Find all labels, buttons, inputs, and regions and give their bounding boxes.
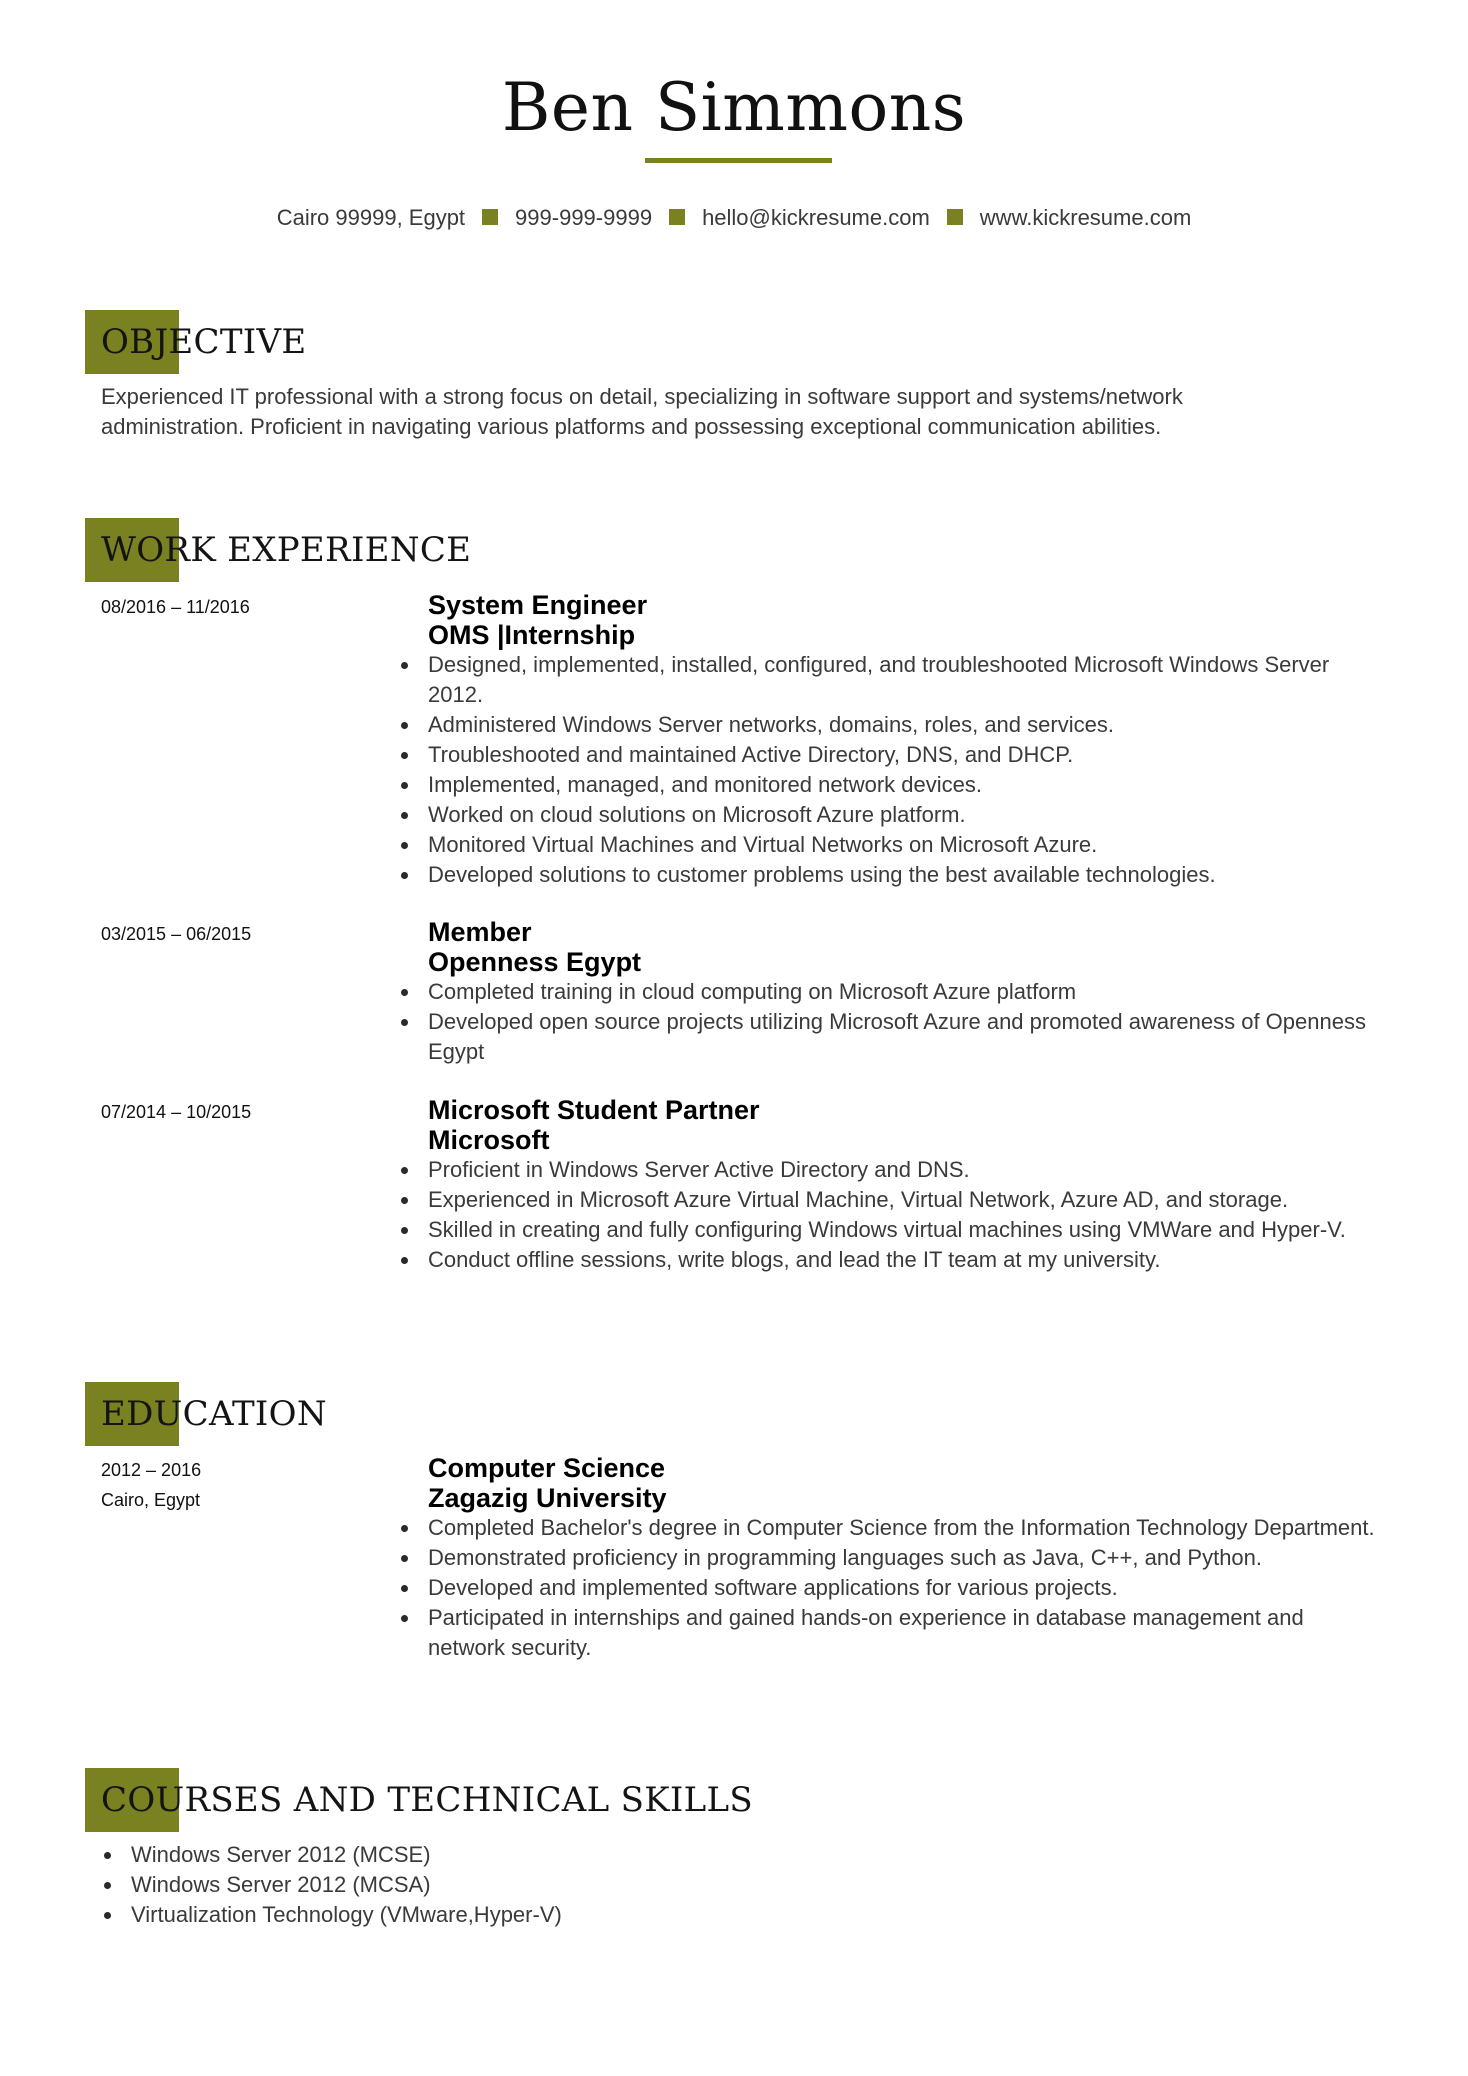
- bullet-dot-icon: [401, 1167, 408, 1174]
- bullet-dot-icon: [401, 872, 408, 879]
- skills-list-container: [131, 1840, 1031, 1930]
- bullet-dot-icon: [401, 1525, 408, 1532]
- list-item: Virtualization Technology (VMware,Hyper-V): [131, 1900, 1031, 1930]
- bullet-dot-icon: [104, 1912, 111, 1919]
- entry-bullet-list: [428, 977, 1378, 1067]
- entry-date: 03/2015 – 06/2015: [101, 924, 252, 944]
- list-item: Windows Server 2012 (MCSA): [131, 1870, 1031, 1900]
- list-item: Proficient in Windows Server Active Directory and DNS.: [428, 1155, 1378, 1185]
- contact-separator-square: [947, 209, 963, 225]
- section-title: EDUCATION: [101, 1394, 327, 1434]
- bullet-dot-icon: [401, 1227, 408, 1234]
- list-item: Monitored Virtual Machines and Virtual Networks on Microsoft Azure.: [428, 830, 1378, 860]
- bullet-dot-icon: [401, 722, 408, 729]
- list-item: Skilled in creating and fully configuring Windows virtual machines using VMWare and Hyper-V.: [428, 1215, 1378, 1245]
- contact-phone: 999-999-9999: [515, 205, 653, 230]
- contact-separator-square: [482, 209, 498, 225]
- list-item: Developed solutions to customer problems using the best available technologies.: [428, 860, 1378, 890]
- bullet-dot-icon: [401, 782, 408, 789]
- bullet-dot-icon: [401, 842, 408, 849]
- section-title: WORK EXPERIENCE: [101, 530, 472, 570]
- objective-line: administration. Proficient in navigating various platforms and possessing exceptional communication abilities.: [101, 414, 1162, 439]
- entry-role: Computer Science: [428, 1453, 666, 1483]
- contact-email[interactable]: hello@kickresume.com: [702, 205, 930, 230]
- section-title: OBJECTIVE: [101, 322, 307, 362]
- objective-line: Experienced IT professional with a strong focus on detail, specializing in software support and systems/network: [101, 384, 1183, 409]
- entry-date: 08/2016 – 11/2016: [101, 597, 250, 617]
- candidate-name: Ben Simmons: [501, 69, 967, 146]
- entry-date: 07/2014 – 10/2015: [101, 1102, 252, 1122]
- work-entry: [428, 590, 1378, 890]
- entry-organization: OMS |Internship: [428, 620, 636, 650]
- list-item: Completed training in cloud computing on Microsoft Azure platform: [428, 977, 1378, 1007]
- list-item: Troubleshooted and maintained Active Directory, DNS, and DHCP.: [428, 740, 1378, 770]
- list-item: Administered Windows Server networks, domains, roles, and services.: [428, 710, 1378, 740]
- bullet-dot-icon: [401, 1555, 408, 1562]
- entry-role: Member: [428, 917, 532, 947]
- entry-organization: Zagazig University: [428, 1483, 667, 1513]
- entry-role: System Engineer: [428, 590, 648, 620]
- entry-bullet-list: [428, 650, 1378, 890]
- entry-role: Microsoft Student Partner: [428, 1095, 760, 1125]
- entry-bullet-list: [428, 1513, 1378, 1663]
- bullet-dot-icon: [401, 1585, 408, 1592]
- work-entry: [428, 1095, 1378, 1275]
- list-item: Developed and implemented software applications for various projects.: [428, 1573, 1378, 1603]
- contact-website[interactable]: www.kickresume.com: [979, 205, 1192, 230]
- list-item: Completed Bachelor's degree in Computer Science from the Information Technology Department.: [428, 1513, 1378, 1543]
- bullet-dot-icon: [401, 1615, 408, 1622]
- education-entry: [428, 1453, 1378, 1663]
- list-item: Worked on cloud solutions on Microsoft Azure platform.: [428, 800, 1378, 830]
- list-item: Implemented, managed, and monitored network devices.: [428, 770, 1378, 800]
- bullet-dot-icon: [401, 752, 408, 759]
- bullet-dot-icon: [104, 1882, 111, 1889]
- contact-line: [0, 203, 1468, 233]
- contact-separator-square: [669, 209, 685, 225]
- entry-organization: Microsoft: [428, 1125, 550, 1155]
- contact-address: Cairo 99999, Egypt: [276, 205, 466, 230]
- bullet-dot-icon: [401, 662, 408, 669]
- bullet-dot-icon: [401, 989, 408, 996]
- objective-text: [101, 382, 1331, 442]
- education-date: 2012 – 2016: [101, 1460, 202, 1480]
- skills-bullet-list: [131, 1840, 1031, 1930]
- list-item: Experienced in Microsoft Azure Virtual Machine, Virtual Network, Azure AD, and storage.: [428, 1185, 1378, 1215]
- list-item: Conduct offline sessions, write blogs, and lead the IT team at my university.: [428, 1245, 1378, 1275]
- work-entry: [428, 917, 1378, 1067]
- list-item: Designed, implemented, installed, configured, and troubleshooted Microsoft Windows Server 2012.: [428, 650, 1378, 710]
- section-title: COURSES AND TECHNICAL SKILLS: [101, 1780, 753, 1820]
- bullet-dot-icon: [401, 1257, 408, 1264]
- list-item: Developed open source projects utilizing Microsoft Azure and promoted awareness of Openness Egypt: [428, 1007, 1378, 1067]
- bullet-dot-icon: [401, 1019, 408, 1026]
- bullet-dot-icon: [104, 1852, 111, 1859]
- bullet-dot-icon: [401, 1197, 408, 1204]
- name-underline: [645, 158, 832, 163]
- list-item: Windows Server 2012 (MCSE): [131, 1840, 1031, 1870]
- education-location: Cairo, Egypt: [101, 1490, 201, 1510]
- entry-bullet-list: [428, 1155, 1378, 1275]
- entry-organization: Openness Egypt: [428, 947, 642, 977]
- bullet-dot-icon: [401, 812, 408, 819]
- list-item: Participated in internships and gained hands-on experience in database management and network security.: [428, 1603, 1378, 1663]
- list-item: Demonstrated proficiency in programming languages such as Java, C++, and Python.: [428, 1543, 1378, 1573]
